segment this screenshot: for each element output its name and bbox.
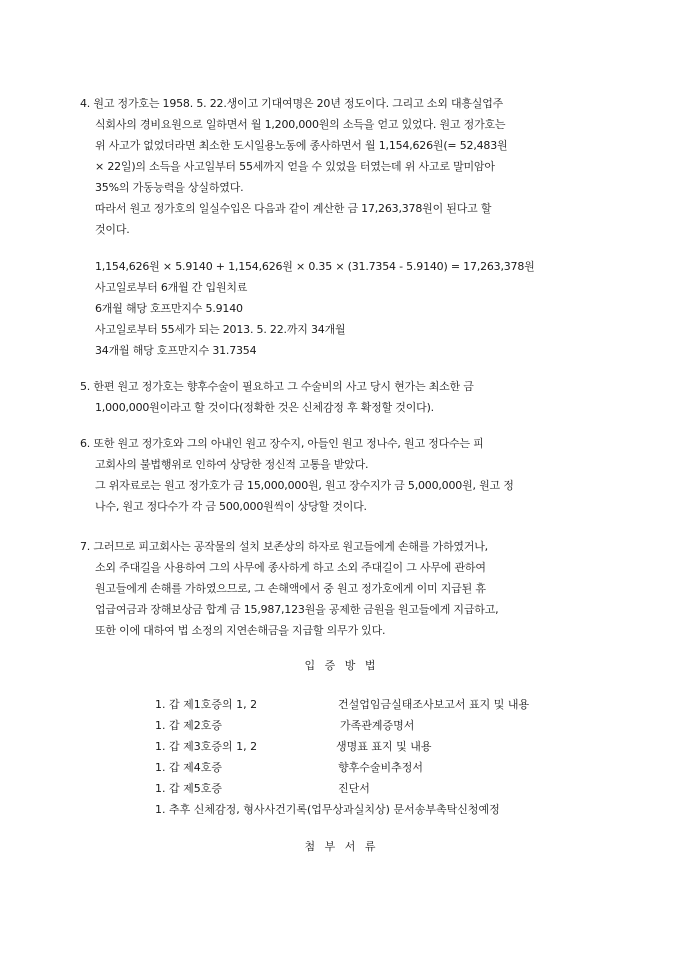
calculation-note: 34개월 해당 호프만지수 31.7354 (95, 344, 257, 357)
paragraph-line: 7. 그러므로 피고회사는 공작물의 설치 보존상의 하자로 원고들에게 손해를 가하였거나, (80, 540, 488, 553)
paragraph-line: 4. 원고 정가호는 1958. 5. 22.생이고 기대여명은 20년 정도이다. 그리고 소외 대흥실업주 (80, 97, 504, 110)
paragraph-line: 나수, 원고 정다수가 각 금 500,000원씩이 상당할 것이다. (95, 500, 367, 513)
calculation-note: 사고일로부터 6개월 간 입원치료 (95, 281, 248, 294)
attachments-heading: 첨 부 서 류 (304, 840, 376, 853)
evidence-label: 1. 갑 제2호증 (155, 719, 222, 732)
paragraph-line: 업급여금과 장해보상금 합계 금 15,987,123원을 공제한 금원을 원고들에게 지급하고, (95, 603, 499, 616)
paragraph-line: 위 사고가 없었더라면 최소한 도시일용노동에 종사하면서 월 1,154,626원(= 52,483원 (95, 139, 508, 152)
paragraph-line: 따라서 원고 정가호의 일실수입은 다음과 같이 계산한 금 17,263,378원이 된다고 할 (95, 202, 492, 215)
evidence-label: 1. 갑 제5호증 (155, 782, 222, 795)
calculation-note: 사고일로부터 55세가 되는 2013. 5. 22.까지 34개월 (95, 323, 346, 336)
evidence-document: 생명표 표지 및 내용 (336, 740, 432, 753)
calculation-formula: 1,154,626원 × 5.9140 + 1,154,626원 × 0.35 × (31.7354 - 5.9140) = 17,263,378원 (95, 260, 535, 273)
paragraph-line: 1,000,000원이라고 할 것이다(정확한 것은 신체감정 후 확정할 것이다). (95, 401, 434, 414)
evidence-label: 1. 갑 제3호증의 1, 2 (155, 740, 258, 753)
evidence-heading: 입 증 방 법 (304, 659, 376, 672)
calculation-note: 6개월 해당 호프만지수 5.9140 (95, 302, 243, 315)
paragraph-line: 5. 한편 원고 정가호는 향후수술이 필요하고 그 수술비의 사고 당시 현가는 최소한 금 (80, 380, 474, 393)
evidence-label: 1. 갑 제1호증의 1, 2 (155, 698, 258, 711)
paragraph-line: 그 위자료로는 원고 정가호가 금 15,000,000원, 원고 장수지가 금 5,000,000원, 원고 정 (95, 479, 514, 492)
paragraph-line: 원고들에게 손해를 가하였으므로, 그 손해액에서 중 원고 정가호에게 이미 지급된 휴 (95, 582, 486, 595)
evidence-document: 진단서 (338, 782, 370, 795)
evidence-document: 건설업임금실태조사보고서 표지 및 내용 (338, 698, 530, 711)
paragraph-line: 소외 주대길을 사용하여 그의 사무에 종사하게 하고 소외 주대길이 그 사무에 관하여 (95, 561, 486, 574)
paragraph-line: 6. 또한 원고 정가호와 그의 아내인 원고 장수지, 아들인 원고 정나수, 원고 정다수는 피 (80, 437, 484, 450)
paragraph-line: × 22일)의 소득을 사고일부터 55세까지 얻을 수 있었을 터였는데 위 사고로 말미암아 (95, 160, 495, 173)
paragraph-line: 또한 이에 대하여 법 소정의 지연손해금을 지급할 의무가 있다. (95, 624, 386, 637)
evidence-label: 1. 추후 신체감정, 형사사건기록(업무상과실치상) 문서송부촉탁신청예정 (155, 803, 500, 816)
paragraph-line: 고회사의 불법행위로 인하여 상당한 정신적 고통을 받았다. (95, 458, 369, 471)
evidence-label: 1. 갑 제4호증 (155, 761, 222, 774)
evidence-document: 가족관계증명서 (340, 719, 415, 732)
paragraph-line: 식회사의 경비요원으로 일하면서 월 1,200,000원의 소득을 얻고 있었다. 원고 정가호는 (95, 118, 506, 131)
evidence-document: 향후수술비추정서 (338, 761, 424, 774)
paragraph-line: 것이다. (95, 223, 130, 236)
paragraph-line: 35%의 가동능력을 상실하였다. (95, 181, 244, 194)
